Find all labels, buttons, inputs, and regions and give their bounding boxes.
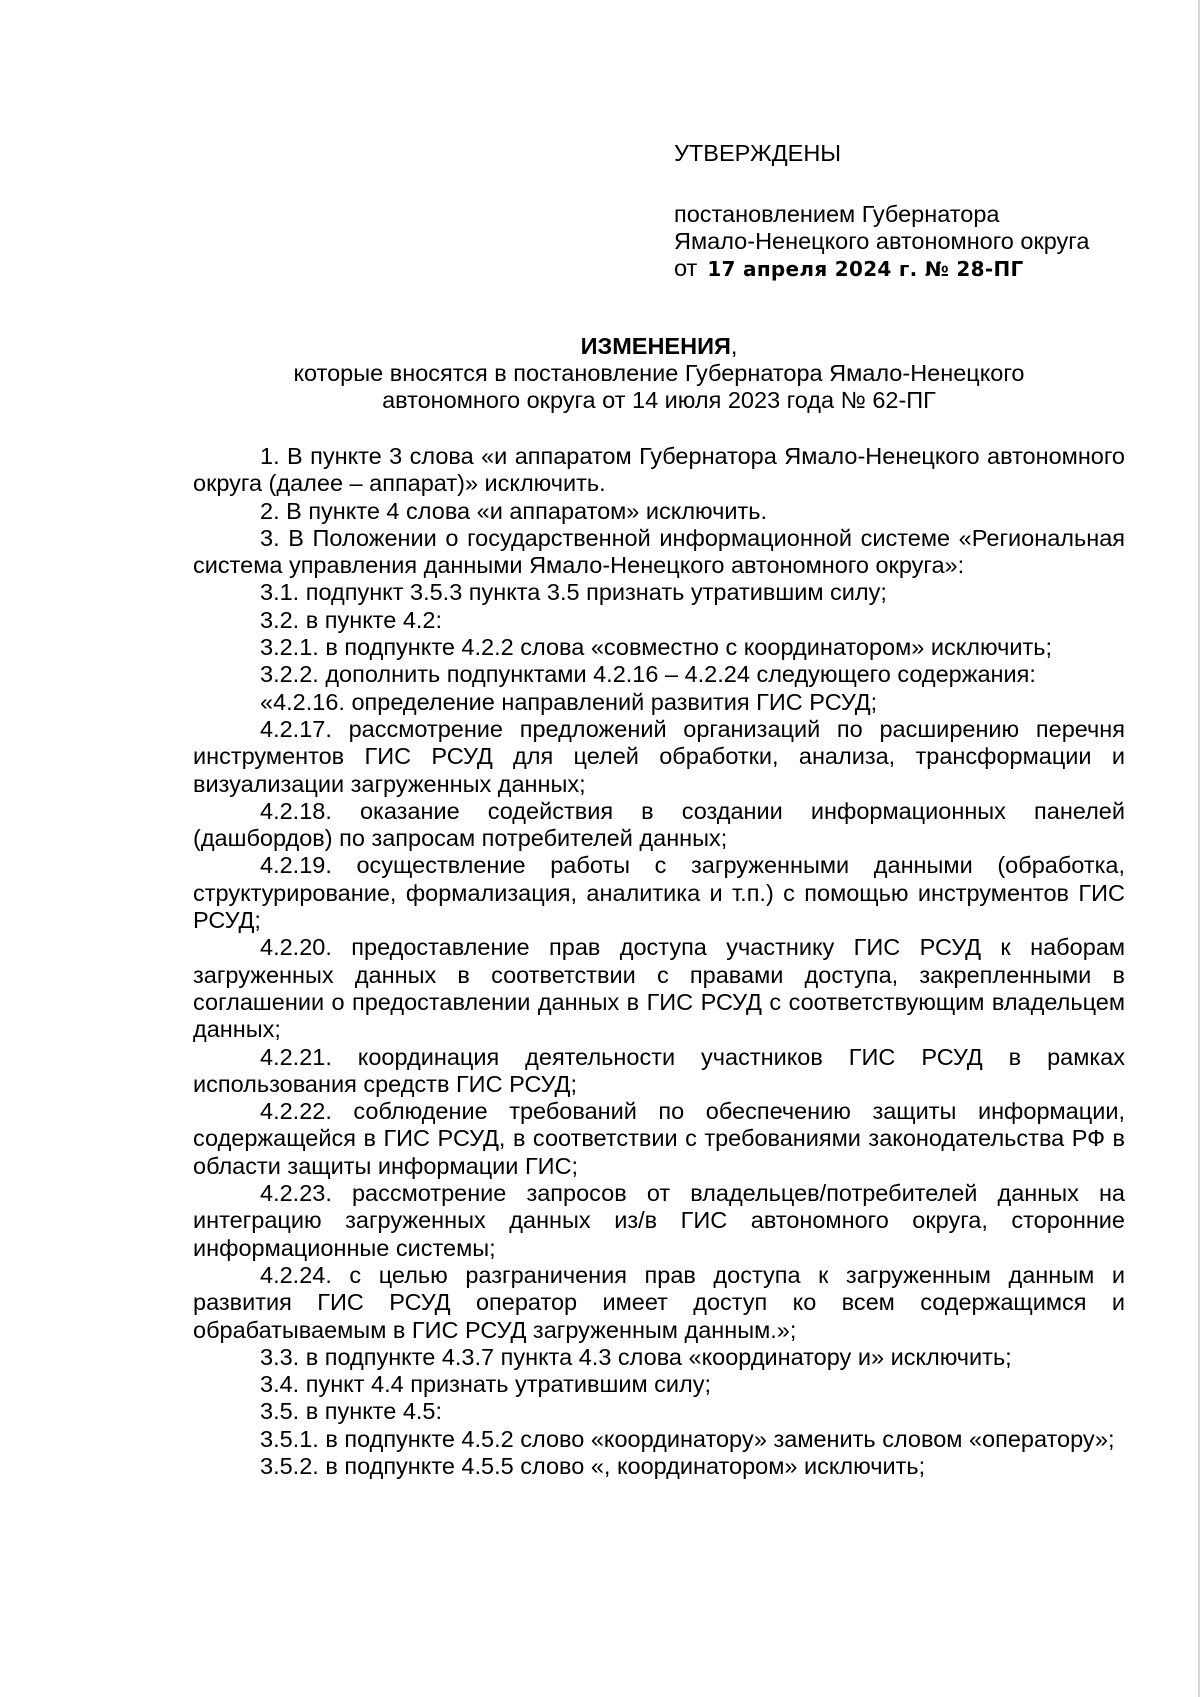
paragraph-4-2-23: 4.2.23. рассмотрение запросов от владельцев/потребителей данных на интеграцию загруженных данных из/в ГИС автономного округа, сторонние информационные системы; (193, 1180, 1125, 1261)
paragraph-2: 2. В пункте 4 слова «и аппаратом» исключить. (260, 497, 768, 524)
paragraph-3-5: 3.5. в пункте 4.5: (260, 1398, 443, 1425)
approval-block (674, 140, 1174, 283)
paragraph-3-2-1: 3.2.1. в подпункте 4.2.2 слова «совместно с координатором» исключить; (260, 634, 1053, 661)
paragraph-4-2-19: 4.2.19. осуществление работы с загруженными данными (обработка, структурирование, формализация, аналитика и т.п.) с помощью инструментов ГИС РСУД; (193, 852, 1125, 934)
document-body (193, 443, 1125, 1480)
paragraph-3-5-1: 3.5.1. в подпункте 4.5.2 слово «координатору» заменить словом «оператору»; (260, 1425, 1115, 1452)
paragraph-3-1: 3.1. подпункт 3.5.3 пункта 3.5 признать утратившим силу; (260, 579, 887, 606)
paragraph-3-4: 3.4. пункт 4.4 признать утратившим силу; (260, 1371, 712, 1398)
approval-line-2: Ямало-Ненецкого автономного округа (674, 228, 1090, 254)
approval-line-1: постановлением Губернатора (674, 201, 1000, 227)
paragraph-3-2: 3.2. в пункте 4.2: (260, 606, 443, 633)
document-title-suffix: , (730, 333, 738, 359)
approval-heading: УТВЕРЖДЕНЫ (674, 140, 842, 166)
document-subtitle-line-1: которые вносятся в постановление Губернатора Ямало-Ненецкого (293, 360, 1025, 386)
paragraph-4-2-18: 4.2.18. оказание содействия в создании информационных панелей (дашбордов) по запросам потребителей данных; (193, 797, 1125, 852)
paragraph-4-2-20: 4.2.20. предоставление прав доступа участнику ГИС РСУД к наборам загруженных данных в соответствии с правами доступа, закрепленными в соглашении о предоставлении данных в ГИС РСУД с соответствующим владельцем данных; (193, 934, 1125, 1043)
paragraph-3-2-2: 3.2.2. дополнить подпунктами 4.2.16 – 4.2.24 следующего содержания: (260, 661, 1036, 688)
paragraph-4-2-21: 4.2.21. координация деятельности участников ГИС РСУД в рамках использования средств ГИС РСУД; (193, 1043, 1125, 1097)
document-title-block (193, 333, 1125, 414)
paragraph-1: 1. В пункте 3 слова «и аппаратом Губернатора Ямало-Ненецкого автономного округа (далее – аппарат)» исключить. (193, 443, 1125, 497)
approval-date-line (674, 255, 1174, 283)
document-title-main: ИЗМЕНЕНИЯ (580, 333, 731, 359)
paragraph-3-3: 3.3. в подпункте 4.3.7 пункта 4.3 слова «координатору и» исключить; (260, 1343, 1012, 1370)
approval-date-value: 17 апреля 2024 г. № 28-ПГ (707, 257, 1024, 281)
approval-date-prefix: от (674, 255, 698, 281)
paragraph-4-2-22: 4.2.22. соблюдение требований по обеспечению защиты информации, содержащейся в ГИС РСУД, в соответствии с требованиями законодательства РФ в области защиты информации ГИС; (193, 1098, 1125, 1179)
paragraph-4-2-16: «4.2.16. определение направлений развития ГИС РСУД; (260, 688, 878, 715)
paragraph-4-2-17: 4.2.17. рассмотрение предложений организаций по расширению перечня инструментов ГИС РСУД для целей обработки, анализа, трансформации и визуализации загруженных данных; (193, 715, 1125, 797)
paragraph-4-2-24: 4.2.24. с целью разграничения прав доступа к загруженным данным и развития ГИС РСУД оператор имеет доступ ко всем содержащимся и обрабатываемым в ГИС РСУД загруженным данным.»; (193, 1261, 1125, 1343)
paragraph-3-5-2: 3.5.2. в подпункте 4.5.5 слово «, координатором» исключить; (260, 1452, 926, 1479)
document-title (193, 333, 1125, 360)
paragraph-3: 3. В Положении о государственной информационной системе «Региональная система управления данными Ямало-Ненецкого автономного округа»: (193, 524, 1125, 579)
document-subtitle-line-2: автономного округа от 14 июля 2023 года № 62-ПГ (382, 387, 936, 413)
